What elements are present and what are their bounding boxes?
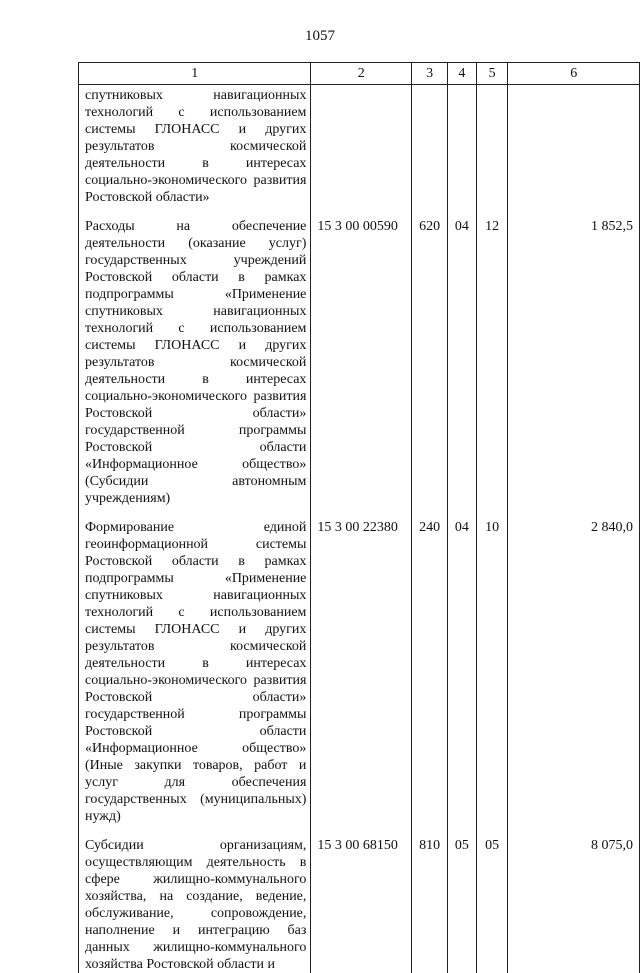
row-code: 15 3 00 68150	[311, 825, 412, 973]
page-number: 1057	[305, 28, 335, 44]
row-col-3: 810	[412, 825, 448, 973]
row-col-5: 12	[476, 206, 508, 507]
row-col-4: 04	[447, 206, 476, 507]
row-col-5: 10	[476, 507, 508, 825]
header-col-1: 1	[79, 63, 311, 85]
row-col-5	[476, 85, 508, 207]
row-amount: 2 840,0	[508, 507, 640, 825]
row-description: Субсидии организациям, осуществляющим деятельность в сфере жилищно-коммунального хозяйства, на создание, ведение, обслуживание, сопровождение, наполнение и интеграцию баз данных жилищно-коммунального хозяйства Ростовской области и	[79, 825, 311, 973]
header-col-6: 6	[508, 63, 640, 85]
row-col-3: 620	[412, 206, 448, 507]
row-amount	[508, 85, 640, 207]
row-col-5: 05	[476, 825, 508, 973]
row-amount: 8 075,0	[508, 825, 640, 973]
row-description: Расходы на обеспечение деятельности (оказание услуг) государственных учреждений Ростовской области в рамках подпрограммы «Применение спутниковых навигационных технологий с использованием системы ГЛОНАСС и других результатов космической деятельности в интересах социально-экономического развития Ростовской области» государственной программы Ростовской области «Информационное общество» (Субсидии автономным учреждениям)	[79, 206, 311, 507]
row-col-3	[412, 85, 448, 207]
header-col-2: 2	[311, 63, 412, 85]
row-col-4: 05	[447, 825, 476, 973]
table-row	[79, 507, 640, 825]
table-row	[79, 85, 640, 207]
row-description: спутниковых навигационных технологий с использованием системы ГЛОНАСС и других результатов космической деятельности в интересах социально-экономического развития Ростовской области»	[79, 85, 311, 207]
row-amount: 1 852,5	[508, 206, 640, 507]
header-col-5: 5	[476, 63, 508, 85]
row-col-4: 04	[447, 507, 476, 825]
budget-table	[78, 62, 640, 973]
row-description: Формирование единой геоинформационной системы Ростовской области в рамках подпрограммы «Применение спутниковых навигационных технологий с использованием системы ГЛОНАСС и других результатов космической деятельности в интересах социально-экономического развития Ростовской области» государственной программы Ростовской области «Информационное общество» (Иные закупки товаров, работ и услуг для обеспечения государственных (муниципальных) нужд)	[79, 507, 311, 825]
table-row	[79, 825, 640, 973]
header-col-4: 4	[447, 63, 476, 85]
header-row	[79, 63, 640, 85]
row-code	[311, 85, 412, 207]
table-row	[79, 206, 640, 507]
row-code: 15 3 00 00590	[311, 206, 412, 507]
header-col-3: 3	[412, 63, 448, 85]
row-col-3: 240	[412, 507, 448, 825]
row-col-4	[447, 85, 476, 207]
row-code: 15 3 00 22380	[311, 507, 412, 825]
